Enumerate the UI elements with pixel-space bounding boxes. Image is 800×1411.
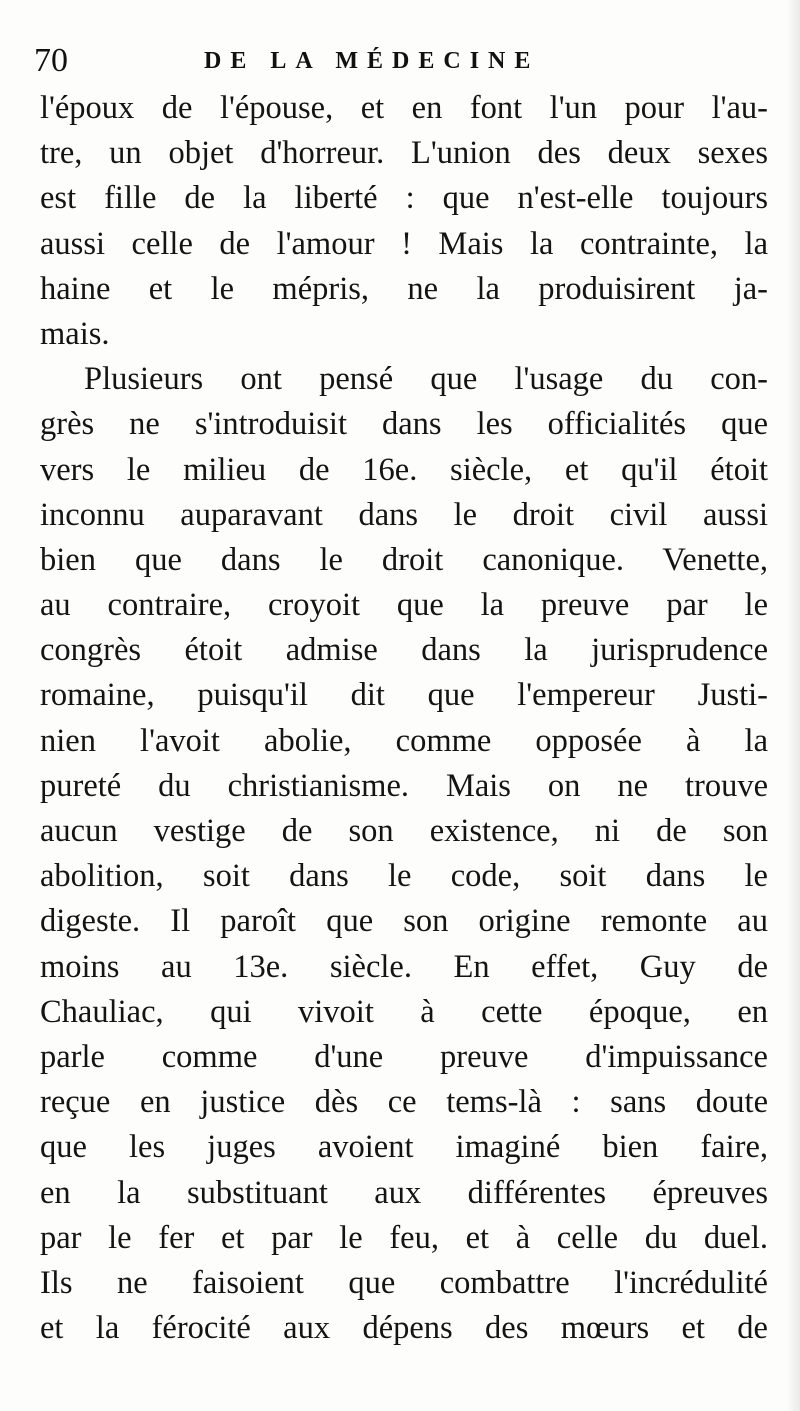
text-line: que les juges avoient imaginé bien faire, xyxy=(40,1129,768,1166)
text-line: nien l'avoit abolie, comme opposée à la xyxy=(40,722,768,759)
text-line: au contraire, croyoit que la preuve par le xyxy=(40,587,768,624)
text-line: est fille de la liberté : que n'est-elle toujours xyxy=(40,180,768,217)
text-line: digeste. Il paroît que son origine remonte au xyxy=(40,903,768,940)
text-line: romaine, puisqu'il dit que l'empereur Justi- xyxy=(40,677,768,714)
text-line: pureté du christianisme. Mais on ne trouve xyxy=(40,767,768,804)
text-line: en la substituant aux différentes épreuves xyxy=(40,1174,768,1211)
page-edge-shadow xyxy=(786,0,800,1411)
text-line: haine et le mépris, ne la produisirent ja- xyxy=(40,270,768,307)
page-number: 70 xyxy=(34,42,68,79)
text-line: abolition, soit dans le code, soit dans le xyxy=(40,858,768,895)
text-line: congrès étoit admise dans la jurisprudence xyxy=(40,632,768,669)
text-line: mais. xyxy=(40,315,110,352)
text-line: Chauliac, qui vivoit à cette époque, en xyxy=(40,993,768,1030)
body-text xyxy=(40,86,768,1351)
text-line: aucun vestige de son existence, ni de son xyxy=(40,813,768,849)
text-line: Ils ne faisoient que combattre l'incrédulité xyxy=(40,1264,768,1301)
running-head: DE LA MÉDECINE xyxy=(204,48,540,74)
paragraph-start-line: Plusieurs ont pensé que l'usage du con- xyxy=(84,361,768,398)
text-line: l'époux de l'épouse, et en font l'un pour l'au- xyxy=(40,90,768,126)
text-line: parle comme d'une preuve d'impuissance xyxy=(40,1038,768,1075)
text-line: reçue en justice dès ce tems-là : sans doute xyxy=(40,1084,768,1121)
text-line: inconnu auparavant dans le droit civil aussi xyxy=(40,496,768,533)
text-line: par le fer et par le feu, et à celle du duel. xyxy=(40,1219,768,1256)
text-line: aussi celle de l'amour ! Mais la contrainte, la xyxy=(40,225,768,262)
text-line: grès ne s'introduisit dans les officialités que xyxy=(40,406,768,443)
text-line: tre, un objet d'horreur. L'union des deux sexes xyxy=(40,135,768,172)
text-line: et la férocité aux dépens des mœurs et de xyxy=(40,1310,768,1347)
text-line: bien que dans le droit canonique. Venette, xyxy=(40,541,768,578)
text-line: vers le milieu de 16e. siècle, et qu'il étoit xyxy=(40,451,768,488)
page-header xyxy=(34,42,764,82)
text-line: moins au 13e. siècle. En effet, Guy de xyxy=(40,948,768,985)
